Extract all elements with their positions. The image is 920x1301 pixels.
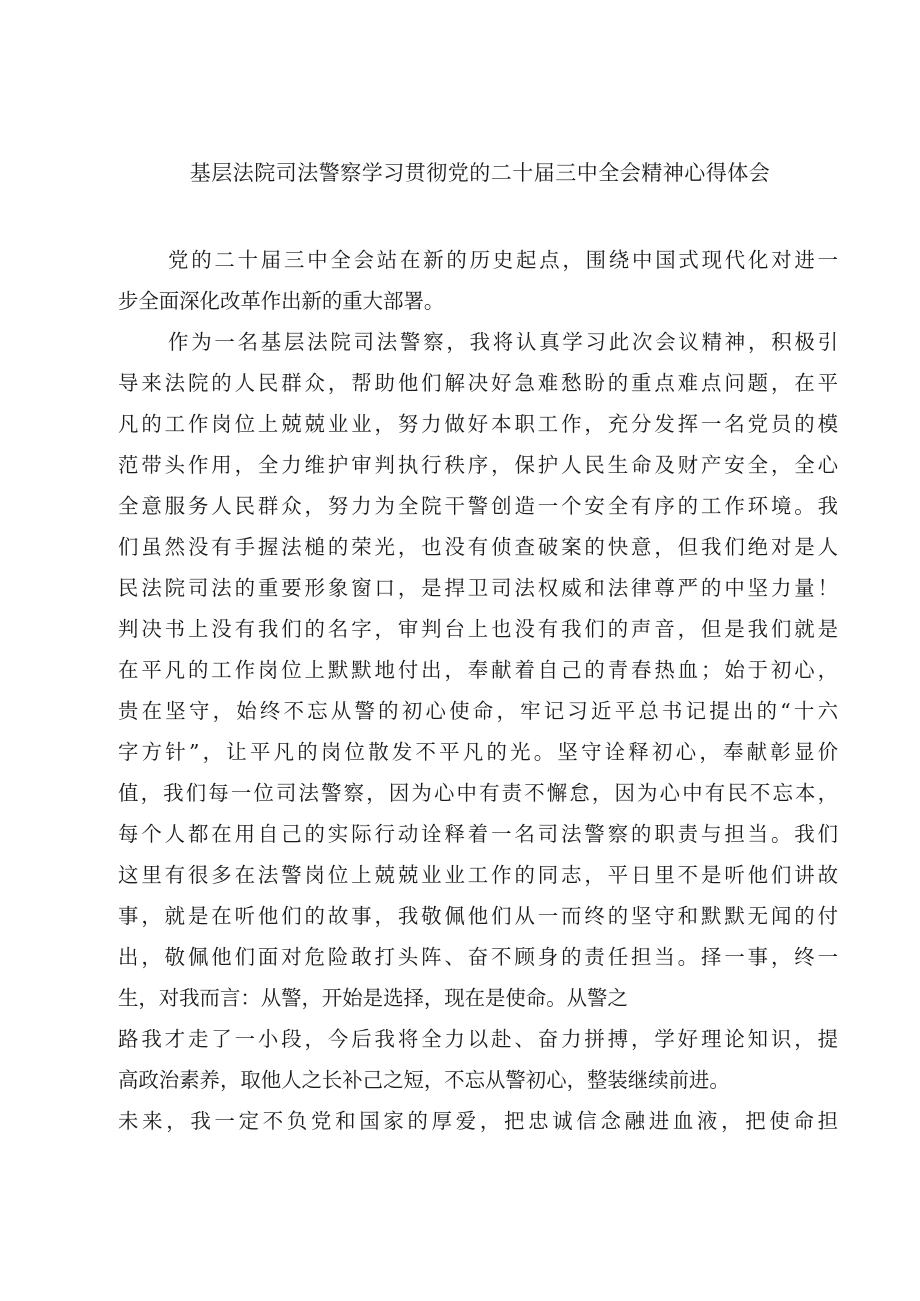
text-line: 凡的工作岗位上兢兢业业，努力做好本职工作，充分发挥一名党员的模 xyxy=(118,412,838,436)
text-line: 未来，我一定不负党和国家的厚爱，把忠诚信念融进血液，把使命担 xyxy=(118,1109,838,1133)
text-line: 作为一名基层法院司法警察，我将认真学习此次会议精神，积极引 xyxy=(168,330,838,354)
text-line: 高政治素养，取他人之长补己之短，不忘从警初心，整装继续前进。 xyxy=(118,1068,730,1092)
text-line: 每个人都在用自己的实际行动诠释着一名司法警察的职责与担当。我们 xyxy=(118,822,838,846)
document-body xyxy=(118,240,838,1142)
text-line: 范带头作用，全力维护审判执行秩序，保护人民生命及财产安全，全心 xyxy=(118,453,838,477)
text-line: 值，我们每一位司法警察，因为心中有责不懈怠，因为心中有民不忘本， xyxy=(118,781,838,805)
text-line: 步全面深化改革作出新的重大部署。 xyxy=(118,289,445,313)
text-line: 判决书上没有我们的名字，审判台上也没有我们的声音，但是我们就是 xyxy=(118,617,838,641)
text-line: 事，就是在听他们的故事，我敬佩他们从一而终的坚守和默默无闻的付 xyxy=(118,904,838,928)
text-line: 路我才走了一小段，今后我将全力以赴、奋力拼搏，学好理论知识，提 xyxy=(118,1027,838,1051)
text-line: 们虽然没有手握法槌的荣光，也没有侦查破案的快意，但我们绝对是人 xyxy=(118,535,838,559)
text-line: 字方针”，让平凡的岗位散发不平凡的光。坚守诠释初心，奉献彰显价 xyxy=(118,740,838,764)
text-line: 生，对我而言：从警，开始是选择，现在是使命。从警之 xyxy=(118,986,628,1010)
document-title: 基层法院司法警察学习贯彻党的二十届三中全会精神心得体会 xyxy=(189,161,771,185)
text-line: 导来法院的人民群众，帮助他们解决好急难愁盼的重点难点问题，在平 xyxy=(118,371,838,395)
text-line: 全意服务人民群众，努力为全院干警创造一个安全有序的工作环境。我 xyxy=(118,494,838,518)
text-line: 这里有很多在法警岗位上兢兢业业工作的同志，平日里不是听他们讲故 xyxy=(118,863,838,887)
text-line: 贵在坚守，始终不忘从警的初心使命，牢记习近平总书记提出的“十六 xyxy=(118,699,838,723)
text-line: 出，敬佩他们面对危险敢打头阵、奋不顾身的责任担当。择一事，终一 xyxy=(118,945,838,969)
text-line: 在平凡的工作岗位上默默地付出，奉献着自己的青春热血；始于初心， xyxy=(118,658,838,682)
text-line: 党的二十届三中全会站在新的历史起点，围绕中国式现代化对进一 xyxy=(168,248,838,272)
text-line: 民法院司法的重要形象窗口，是捍卫司法权威和法律尊严的中坚力量！ xyxy=(118,576,838,600)
